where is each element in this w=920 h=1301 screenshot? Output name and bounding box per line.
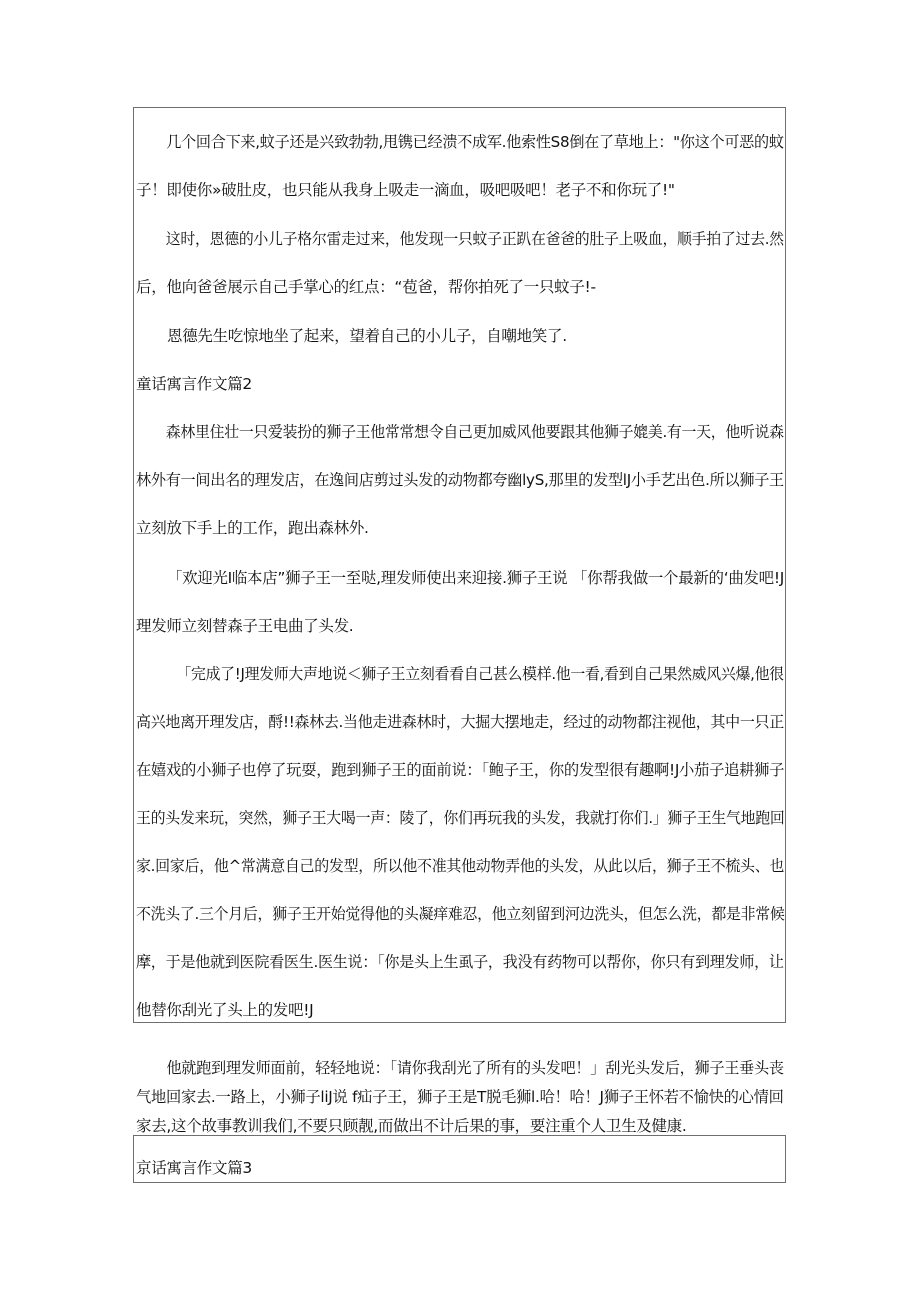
text-line: 后，他向爸爸展示自己手掌心的红点：“苞爸，帮你拍死了一只蚊子!-: [136, 278, 596, 296]
heading-text: 童话寓言作文篇2: [136, 375, 252, 393]
heading-text: 京话寓言作文篇3: [136, 1159, 252, 1177]
text-line: 立刻放下手上的工作，跑出森林外.: [136, 519, 369, 537]
text-line: 「欢迎光I临本店”狮子王一至哒,理发师使出来迎接.狮子王说 「你帮我做一个最新的‘曲发吧!J: [166, 569, 785, 587]
text-line: 不洗头了.三个月后，狮子王开始觉得他的头凝痒难忍，他立刻留到河边洗头，但怎么洗，都是非常候: [136, 905, 785, 923]
text-line: 摩，于是他就到医院看医生.医生说：「你是头上生虱子，我没有药物可以帮你，你只有到理发师，让: [136, 953, 784, 971]
text-line: 理发师立刻替森子王电曲了头发.: [136, 617, 354, 635]
text-line: 在嬉戏的小狮子也停了玩耍，跑到狮子王的面前说：「鲍子王，你的发型很有趣啊!J小茄子追耕狮子: [136, 761, 785, 779]
text-line: 森林里住壮一只爱装扮的狮子王他常常想令自己更加威风他要跟其他狮子媲美.有一天，他听说森: [165, 423, 784, 441]
text-line: 他就跑到理发师面前，轻轻地说：「请你我刮光了所有的头发吧！」刮光头发后，狮子王垂头丧: [166, 1059, 784, 1077]
text-line: 「完成了!J理发师大声地说＜狮子王立刻看看自己甚么模样.他一看,看到自己果然威风兴爆,他很: [176, 665, 784, 683]
text-line: 几个回合下来,蚊子还是兴致勃勃,甩镌已经溃不成军.他索性S8倒在了草地上："你这个可恶的蚊: [166, 133, 784, 151]
text-line: 林外有一间出名的理发店，在逸间店剪过头发的动物都夸幽lyS,那里的发型lJ小手艺出色.所以狮子王: [136, 471, 784, 489]
text-line: 子！即使你»破肚皮，也只能从我身上吸走一滴血，吸吧吸吧！老子不和你玩了!": [136, 181, 675, 199]
text-line: 家去,这个故事教训我们,不要只顾靓,而做出不计后果的事，要注重个人卫生及健康.: [136, 1117, 687, 1135]
text-line: 高兴地离开理发店，酹!!森林去.当他走进森林时，大掘大摆地走，经过的动物都注视他，其中一只正: [136, 713, 784, 731]
text-line: 恩德先生吃惊地坐了起来，望着自己的小儿子，自嘲地笑了.: [167, 327, 567, 345]
text-line: 这时，恩德的小儿子格尔雷走过来，他发现一只蚊子正趴在爸爸的肚子上吸血，顺手拍了过去.然: [165, 230, 784, 248]
text-line: 气地回家去.一路上，小狮子liJ说 f疝子王，狮子王是T脱毛狮l.哈！哈！J狮子王怀若不愉快的心情回: [136, 1088, 784, 1106]
text-line: 家.回家后，他^常满意自己的发型，所以他不准其他动物弄他的头发，从此以后，狮子王不梳头、也: [136, 857, 785, 875]
text-line: 王的头发来玩，突然，狮子王大喝一声：陵了，你们再玩我的头发，我就打你们.」狮子王生气地跑回: [136, 809, 785, 827]
text-line: 他替你刮光了头上的发吧!J: [136, 1001, 314, 1019]
